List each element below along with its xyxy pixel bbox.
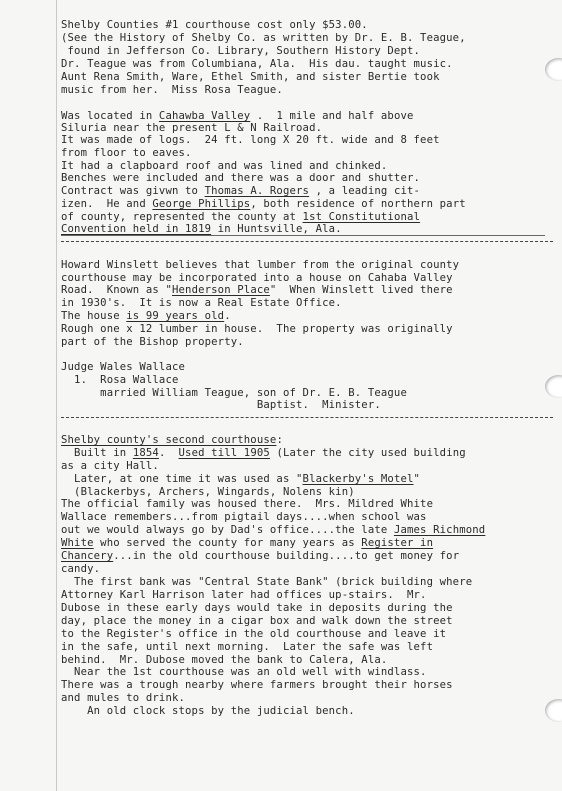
text-line: There was a trough nearby where farmers brought their horses [61, 679, 453, 691]
punch-hole [545, 375, 562, 398]
text-line: courthouse may be incorporated into a house on Cahaba Valley [61, 272, 453, 284]
text-line: Road. Known as "Henderson Place" When Winslett lived there [61, 284, 453, 296]
text-line: found in Jefferson Co. Library, Southern History Dept. [61, 45, 421, 57]
text-line: married William Teague, son of Dr. E. B. Teague [61, 387, 407, 399]
text-line: Attorney Karl Harrison later had offices up-stairs. Mr. [61, 589, 427, 601]
text-line: Chancery...in the old courthouse building....to get money for [61, 550, 460, 562]
text-line: Baptist. Minister. [61, 399, 381, 411]
text-line: in the safe, until next morning. Later the safe was left [61, 641, 434, 653]
underline-rule [61, 235, 545, 236]
text-line: The house is 99 years old. [61, 310, 231, 322]
text-line: izen. He and George Phillips, both residence of northern part [61, 198, 466, 210]
text-line: behind. Mr. Dubose moved the bank to Calera, Ala. [61, 654, 388, 666]
text-line: from floor to eaves. [61, 147, 192, 159]
text-line: Benches were included and there was a door and shutter. [61, 172, 421, 184]
text-line: Dr. Teague was from Columbiana, Ala. His dau. taught music. [61, 58, 453, 70]
text-line: Dubose in these early days would take in deposits during the [61, 602, 453, 614]
text-line: (Blackerbys, Archers, Wingards, Nolens kin) [61, 486, 355, 498]
text-line: Contract was givwn to Thomas A. Rogers , a leading cit- [61, 185, 421, 197]
text-line: Wallace remembers...from pigtail days....when school was [61, 511, 427, 523]
text-line: Aunt Rena Smith, Ware, Ethel Smith, and sister Bertie took [61, 71, 440, 83]
text-line: Convention held in 1819 in Huntsville, Ala. [61, 223, 342, 235]
section-divider [61, 241, 553, 242]
text-line: The first bank was "Central State Bank" (brick building where [61, 576, 473, 588]
text-line: An old clock stops by the judicial bench. [61, 705, 355, 717]
text-line: music from her. Miss Rosa Teague. [61, 84, 283, 96]
section-divider [61, 417, 553, 418]
text-line: Siluria near the present L & N Railroad. [61, 122, 323, 134]
text-line: Later, at one time it was used as "Blackerby's Motel" [61, 473, 421, 485]
text-line: 1. Rosa Wallace [61, 374, 179, 386]
text-line: Near the 1st courthouse was an old well with windlass. [61, 666, 427, 678]
text-line: It had a clapboard roof and was lined and chinked. [61, 160, 388, 172]
text-line: It was made of logs. 24 ft. long X 20 ft. wide and 8 feet [61, 134, 440, 146]
text-line: Judge Wales Wallace [61, 361, 186, 373]
text-line: The official family was housed there. Mrs. Mildred White [61, 498, 434, 510]
text-line: (See the History of Shelby Co. as written by Dr. E. B. Teague, [61, 32, 466, 44]
text-line: to the Register's office in the old courthouse and leave it [61, 628, 447, 640]
text-line: Rough one x 12 lumber in house. The property was originally [61, 323, 453, 335]
text-line: White who served the county for many years as Register in [61, 537, 434, 549]
text-line: as a city Hall. [61, 460, 159, 472]
punch-hole [545, 58, 562, 81]
text-line: Howard Winslett believes that lumber from the original county [61, 259, 460, 271]
text-line: Built in 1854. Used till 1905 (Later the city used building [61, 447, 466, 459]
text-line: day, place the money in a cigar box and walk down the street [61, 615, 453, 627]
text-line: Was located in Cahawba Valley . 1 mile and half above [61, 110, 414, 122]
text-line: Shelby Counties #1 courthouse cost only $53.00. [61, 19, 368, 31]
punch-hole [545, 699, 562, 722]
text-line: in 1930's. It is now a Real Estate Office. [61, 297, 342, 309]
text-line: candy. [61, 563, 101, 575]
text-line: and mules to drink. [61, 692, 186, 704]
margin-rule [56, 0, 57, 791]
text-line: of county, represented the county at 1st Constitutional [61, 211, 421, 223]
text-line: part of the Bishop property. [61, 336, 244, 348]
text-line: Shelby county's second courthouse: [61, 434, 283, 446]
text-line: out we would always go by Dad's office....the late James Richmond [61, 524, 486, 536]
